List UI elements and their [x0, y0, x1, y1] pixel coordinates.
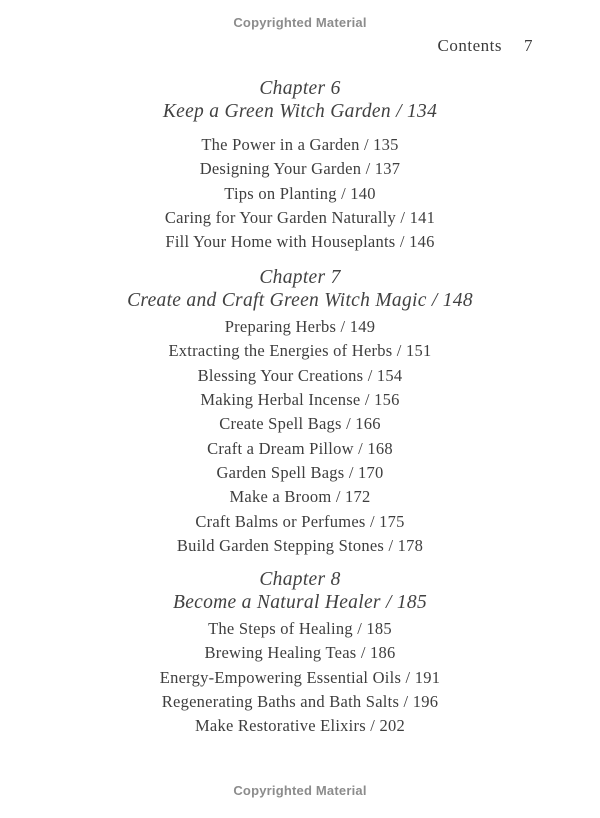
toc-entry: Blessing Your Creations / 154 [197, 365, 403, 385]
toc-entry: Preparing Herbs / 149 [224, 317, 376, 336]
toc-entry: Brewing Healing Teas / 186 [204, 643, 396, 663]
contents-title: Contents [437, 36, 502, 55]
toc-entry: Energy-Empowering Essential Oils / 191 [159, 667, 441, 687]
chapter-title: Create and Craft Green Witch Magic / 148 [127, 289, 473, 311]
chapter-7-entries [0, 315, 600, 558]
toc-entry: Make a Broom / 172 [229, 487, 371, 507]
toc-entry: Craft a Dream Pillow / 168 [207, 438, 393, 458]
toc-entry: Craft Balms or Perfumes / 175 [195, 511, 405, 531]
chapter-label: Chapter 7 [259, 267, 341, 288]
toc-entry: Making Herbal Incense / 156 [200, 390, 400, 410]
chapter-title: Keep a Green Witch Garden / 134 [162, 100, 438, 122]
toc-entry: Extracting the Energies of Herbs / 151 [168, 341, 432, 361]
toc-entry: Garden Spell Bags / 170 [216, 463, 384, 483]
running-header [0, 37, 600, 54]
watermark-bottom: Copyrighted Material [233, 783, 367, 798]
chapter-7-heading [0, 267, 600, 312]
toc-entry: The Steps of Healing / 185 [208, 619, 392, 638]
page-number: 7 [524, 36, 533, 55]
toc-entry: Tips on Planting / 140 [224, 183, 376, 203]
toc-entry: Fill Your Home with Houseplants / 146 [165, 232, 435, 252]
toc-entry: Designing Your Garden / 137 [199, 159, 401, 179]
toc-entry: The Power in a Garden / 135 [201, 135, 399, 154]
chapter-8-entries [0, 617, 600, 739]
chapter-8-heading [0, 569, 600, 614]
toc-entry: Create Spell Bags / 166 [219, 414, 381, 434]
chapter-title: Become a Natural Healer / 185 [172, 591, 428, 613]
watermark-top: Copyrighted Material [233, 15, 367, 30]
chapter-label: Chapter 8 [259, 569, 341, 590]
toc-entry: Build Garden Stepping Stones / 178 [176, 536, 424, 556]
chapter-6-heading [0, 78, 600, 123]
chapter-label: Chapter 6 [259, 78, 341, 99]
toc-entry: Caring for Your Garden Naturally / 141 [164, 208, 436, 228]
toc-entry: Regenerating Baths and Bath Salts / 196 [161, 692, 439, 712]
chapter-6-entries [0, 133, 600, 255]
toc-entry: Make Restorative Elixirs / 202 [194, 716, 406, 736]
